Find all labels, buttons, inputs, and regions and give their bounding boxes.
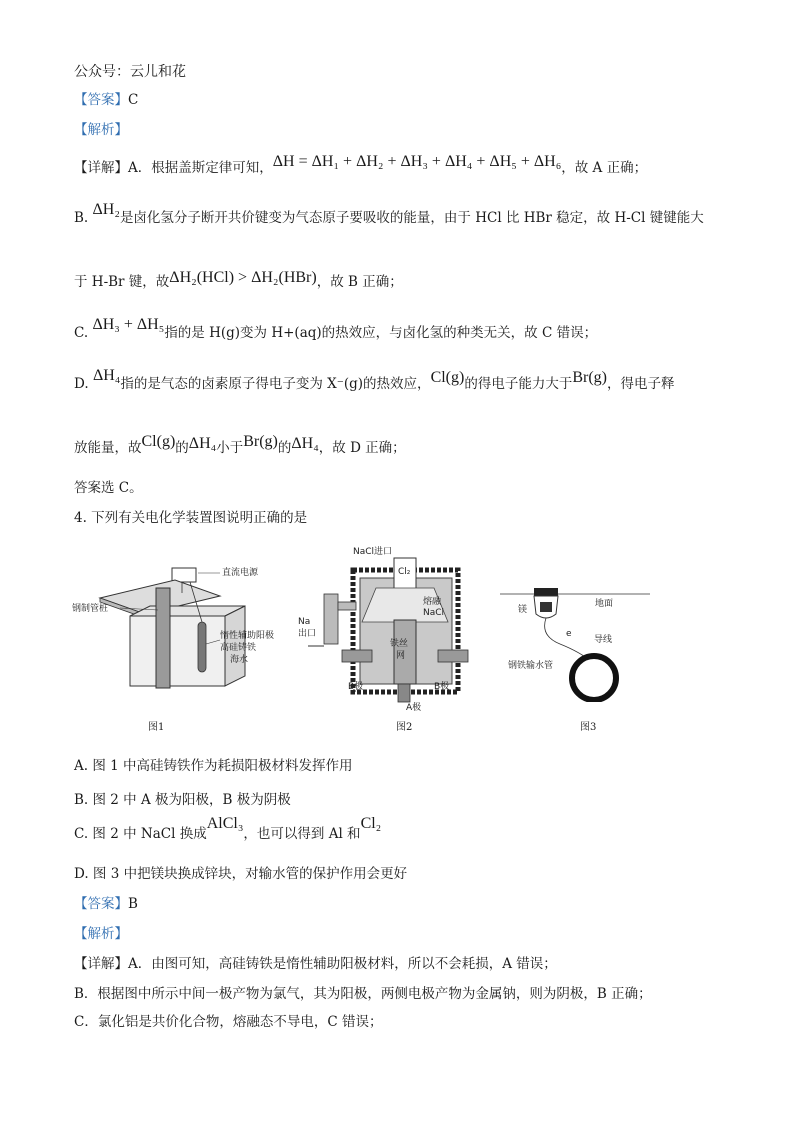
q4-detail-c: C．氯化铝是共价化合物，熔融态不导电，C 错误； <box>74 1014 383 1030</box>
option-c-mid: ，也可以得到 Al 和 <box>243 826 361 842</box>
hess-formula: ΔH = ΔH₁ + ΔH₂ + ΔH₃ + ΔH₄ + ΔH₅ + ΔH₆ <box>272 153 562 170</box>
fig2-label-molten: 熔融 <box>423 597 442 607</box>
figure-3-caption: 图3 <box>580 722 597 733</box>
answer-tag: 【答案】 <box>74 92 128 108</box>
fig1-label-seawater: 海水 <box>230 655 249 665</box>
page-header: 公众号：云儿和花 <box>74 64 186 80</box>
answer-value: B <box>128 896 138 912</box>
fig2-label-na: Na <box>298 617 311 627</box>
figure-1-diagram <box>70 548 280 708</box>
q4-detail-b: B．根据图中所示中间一极产物为氯气，其为阳极，两侧电极产物为金属钠，则为阴极，B 正确； <box>74 986 652 1002</box>
q4-option-b: B. 图 2 中 A 极为阳极，B 极为阴极 <box>74 792 291 808</box>
cl2-formula: Cl₂ <box>360 815 382 832</box>
fig2-label-outlet: 出口 <box>298 629 317 639</box>
figure-1-caption: 图1 <box>148 722 165 733</box>
fig1-label-power: 直流电源 <box>222 568 259 578</box>
alcl3-formula: AlCl₃ <box>206 815 244 832</box>
d2-text1: 放能量，故 <box>74 440 142 456</box>
detail-a-text: A．由图可知，高硅铸铁是惰性辅助阳极材料，所以不会耗损，A 错误； <box>128 956 557 972</box>
analysis-tag: 【解析】 <box>74 926 128 942</box>
figure-3-diagram <box>500 582 650 702</box>
c-prefix: C. <box>74 325 89 341</box>
detail-tag: 【详解】 <box>74 956 128 972</box>
d-prefix: D. <box>74 376 89 392</box>
q4-option-a: A. 图 1 中高硅铸铁作为耗损阳极材料发挥作用 <box>74 758 353 774</box>
b2-text: 于 H-Br 键，故 <box>74 274 170 290</box>
q3-detail-b <box>74 201 704 228</box>
dh4-formula-2: ΔH₄ <box>188 435 217 452</box>
answer-value: C <box>128 92 139 108</box>
cl-g-formula-2: Cl(g) <box>141 433 176 450</box>
fig3-label-ground: 地面 <box>595 599 614 609</box>
option-c-text: C. 图 2 中 NaCl 换成 <box>74 826 207 842</box>
d2-text4: 的 <box>277 440 292 456</box>
fig1-label-silicon-iron: 高硅铸铁 <box>220 643 257 653</box>
c-text: 指的是 H(g)变为 H+(aq)的热效应，与卤化氢的种类无关，故 C 错误； <box>164 325 598 341</box>
d2-text5: ，故 D 正确； <box>318 440 406 456</box>
figure-2-caption: 图2 <box>396 722 413 733</box>
cl-g-formula: Cl(g) <box>430 369 465 386</box>
fig3-label-magnesium: 镁 <box>518 605 528 615</box>
q3-detail-d <box>74 367 675 394</box>
q4-option-c <box>74 815 382 844</box>
dh2-formula: ΔH₂ <box>92 201 120 218</box>
d-text3: ，得电子释 <box>607 376 675 392</box>
fig2-label-iron-wire: 铁丝 <box>390 639 409 649</box>
fig2-label-b-pole-right: B极 <box>434 682 450 692</box>
b-text: 是卤化氢分子断开共价键变为气态原子要吸收的能量，由于 HCl 比 HBr 稳定，故 H-Cl 键键能大 <box>119 210 704 226</box>
d2-text3: 小于 <box>216 440 244 456</box>
q4-option-d: D. 图 3 中把镁块换成锌块，对输水管的保护作用会更好 <box>74 866 408 882</box>
answer-tag: 【答案】 <box>74 896 128 912</box>
q3-detail-b2 <box>74 269 403 292</box>
d2-text2: 的 <box>175 440 189 456</box>
q4-detail-a <box>74 954 557 974</box>
fig2-label-b-pole-left: B极 <box>348 682 364 692</box>
fig2-label-a-pole: A极 <box>406 703 422 712</box>
analysis-tag: 【解析】 <box>74 122 128 138</box>
figure-3 <box>500 582 650 702</box>
d-text2: 的得电子能力大于 <box>464 376 573 392</box>
q3-detail-d2 <box>74 433 406 458</box>
br-g-formula: Br(g) <box>572 369 607 386</box>
detail-tag: 【详解】 <box>74 160 128 176</box>
b-prefix: B. <box>74 210 89 226</box>
fig1-label-anode: 惰性辅助阳极 <box>220 631 275 641</box>
br-g-formula-2: Br(g) <box>243 433 278 450</box>
q4-stem: 4. 下列有关电化学装置图说明正确的是 <box>74 510 308 526</box>
q3-conclusion: 答案选 C。 <box>74 480 143 496</box>
fig3-label-electron: e <box>566 629 572 639</box>
dh4-formula: ΔH₄ <box>92 367 121 384</box>
fig2-label-mesh: 网 <box>396 651 406 661</box>
q3-detail-c <box>74 316 598 343</box>
q4-answer-line <box>74 894 138 914</box>
dh4-formula-3: ΔH₄ <box>291 435 319 452</box>
detail-a-end: ，故 A 正确； <box>561 160 648 176</box>
figure-1 <box>70 548 280 708</box>
fig3-label-pipe: 钢铁输水管 <box>508 661 554 671</box>
d-text1: 指的是气态的卤素原子得电子变为 X⁻(g)的热效应， <box>120 376 431 392</box>
fig2-label-nacl: NaCl <box>423 608 445 618</box>
q3-detail-a <box>74 153 648 178</box>
fig1-label-pile: 钢制管桩 <box>72 604 109 614</box>
dh3-dh5-formula: ΔH₃ + ΔH₅ <box>92 316 165 333</box>
figure-2 <box>298 542 478 712</box>
detail-a-text: A．根据盖斯定律可知， <box>128 160 273 176</box>
fig2-label-cl2: Cl₂ <box>398 567 411 577</box>
figure-2-diagram <box>298 542 478 712</box>
q3-answer-line <box>74 90 138 110</box>
b2-end: ，故 B 正确； <box>316 274 403 290</box>
dh2-compare-formula: ΔH₂(HCl) > ΔH₂(HBr) <box>169 269 317 286</box>
fig2-label-nacl-inlet: NaCl进口 <box>353 547 393 557</box>
fig3-label-wire: 导线 <box>594 635 613 645</box>
